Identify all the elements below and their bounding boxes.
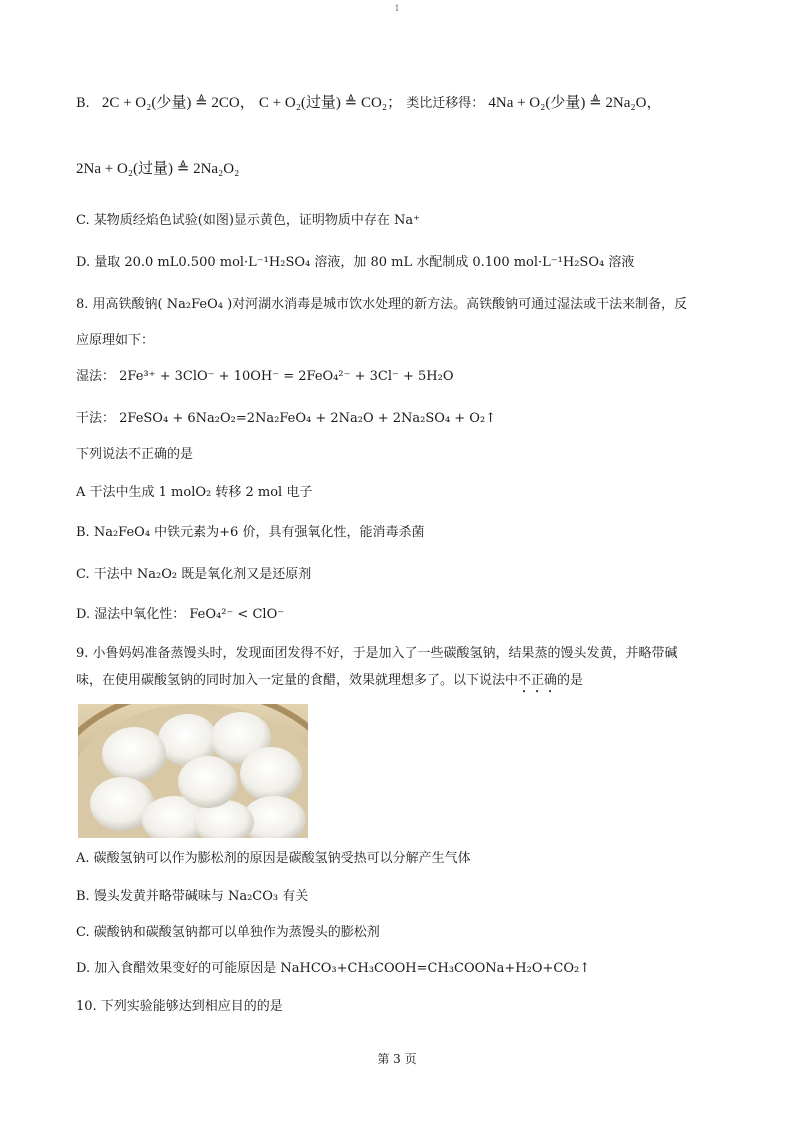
q9-stem-line2-text: 味，在使用碳酸氢钠的同时加入一定量的食醋，效果就理想多了。以下说法中: [76, 673, 519, 688]
steamed-buns-photo: [78, 704, 308, 838]
q9-option-c: C. 碳酸钠和碳酸氢钠都可以单独作为蒸馒头的膨松剂: [76, 925, 380, 940]
q8-wet-method: 湿法： 2Fe³⁺ + 3ClO⁻ + 10OH⁻ = 2FeO₄²⁻ + 3Cl⁻ + 5H₂O: [76, 369, 454, 384]
q7-option-b-line1: [76, 92, 754, 115]
q8-dry-method: 干法： 2FeSO₄ + 6Na₂O₂=2Na₂FeO₄ + 2Na₂O + 2Na₂SO₄ + O₂↑: [76, 411, 497, 426]
q10-stem: 10. 下列实验能够达到相应目的的是: [76, 999, 283, 1014]
q9-option-a: A. 碳酸氢钠可以作为膨松剂的原因是碳酸氢钠受热可以分解产生气体: [76, 851, 471, 866]
q7-option-b-eq2: C + O₂(过量) ≜ CO₂；: [258, 95, 403, 111]
q8-option-d: D. 湿法中氧化性： FeO₄²⁻ < ClO⁻: [76, 607, 285, 622]
q9-stem-line2-end: 的是: [557, 673, 584, 688]
q9-stem-line2: [76, 670, 754, 696]
q7-option-b-mid: 类比迁移得：: [406, 96, 485, 111]
q7-option-b-eq3: 4Na + O₂(少量) ≜ 2Na₂O，: [488, 95, 662, 111]
q7-option-b-eq4: 2Na + O₂(过量) ≜ 2Na₂O₂: [76, 161, 240, 177]
q9-emphasis-text: 不正确: [518, 673, 558, 688]
q7-option-b-line2: [76, 158, 754, 181]
q9-option-b: B. 馒头发黄并略带碱味与 Na₂CO₃ 有关: [76, 889, 309, 904]
header-mark: 1: [394, 4, 400, 13]
page-number: 第 3 页: [377, 1052, 417, 1066]
q8-option-b: B. Na₂FeO₄ 中铁元素为+6 价，具有强氧化性，能消毒杀菌: [76, 525, 425, 540]
q7-option-b-label: B.: [76, 96, 90, 111]
q8-option-c: C. 干法中 Na₂O₂ 既是氧化剂又是还原剂: [76, 567, 312, 582]
q7-option-c: C. 某物质经焰色试验(如图)显示黄色，证明物质中存在 Na⁺: [76, 213, 421, 228]
q7-option-b-eq1: 2C + O₂(少量) ≜ 2CO，: [101, 95, 255, 111]
q8-stem-line1: 8. 用高铁酸钠( Na₂FeO₄ )对河湖水消毒是城市饮水处理的新方法。高铁酸钠可通过湿法或干法来制备，反: [76, 297, 688, 312]
steamer-buns-illustration: [78, 704, 308, 838]
q9-stem-line1: 9. 小鲁妈妈准备蒸馒头时，发现面团发得不好，于是加入了一些碳酸氢钠，结果蒸的馒头发黄，并略带碱: [76, 646, 678, 661]
q8-stem-line2: 应原理如下：: [76, 333, 155, 348]
q7-option-d: D. 量取 20.0 mL0.500 mol·L⁻¹H₂SO₄ 溶液，加 80 mL 水配制成 0.100 mol·L⁻¹H₂SO₄ 溶液: [76, 255, 635, 270]
q8-option-a: A 干法中生成 1 molO₂ 转移 2 mol 电子: [76, 485, 313, 500]
q9-option-d: D. 加入食醋效果变好的可能原因是 NaHCO₃+CH₃COOH=CH₃COONa+H₂O+CO₂↑: [76, 961, 591, 976]
q8-question: 下列说法不正确的是: [76, 447, 194, 462]
